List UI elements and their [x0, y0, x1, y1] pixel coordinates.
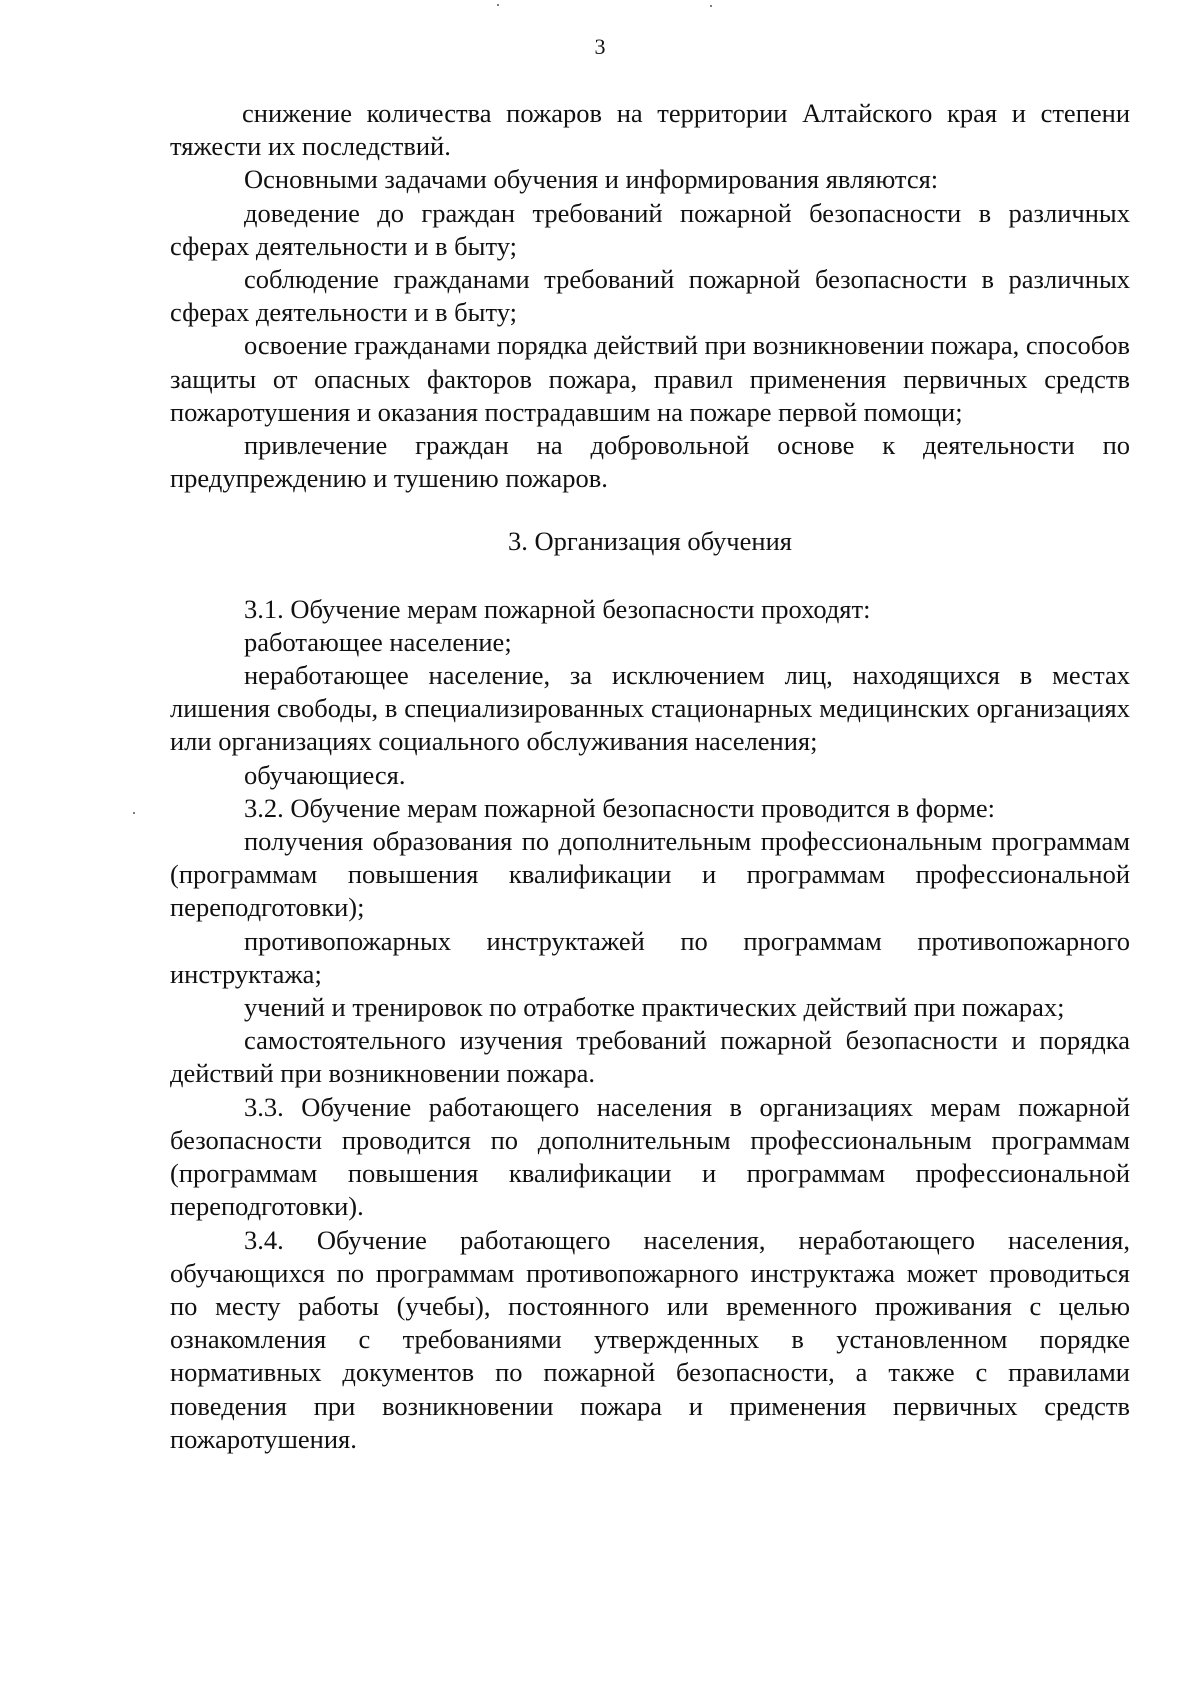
document-body: [170, 97, 1130, 1456]
section-heading: 3. Организация обучения: [508, 526, 792, 557]
paragraph: освоение гражданами порядка действий при возникновении пожара, способов защиты от опасных факторов пожара, правил применения первичных средств пожаротушения и оказания пострадавшим на пожаре первой помощи;: [170, 330, 1130, 427]
paragraph: доведение до граждан требований пожарной безопасности в различных сферах деятельности и в быту;: [170, 197, 1130, 261]
scan-artifact-mark: [710, 5, 712, 7]
paragraph: Основными задачами обучения и информирования являются:: [244, 164, 939, 195]
paragraph: 3.2. Обучение мерам пожарной безопасности проводится в форме:: [244, 792, 996, 823]
list-item: самостоятельного изучения требований пожарной безопасности и порядка действий при возникновении пожара.: [170, 1025, 1130, 1089]
list-item: неработающее население, за исключением лиц, находящихся в местах лишения свободы, в специализированных стационарных медицинских организациях или организациях социального обслуживания населения;: [170, 660, 1130, 757]
list-item: работающее население;: [244, 626, 512, 657]
list-item: обучающиеся.: [244, 759, 406, 790]
list-item: учений и тренировок по отработке практических действий при пожарах;: [244, 992, 1065, 1023]
paragraph: привлечение граждан на добровольной основе к деятельности по предупреждению и тушению пожаров.: [170, 430, 1130, 494]
scan-artifact-mark: [497, 4, 499, 6]
paragraph: 3.4. Обучение работающего населения, неработающего населения, обучающихся по программам противопожарного инструктажа может проводиться по месту работы (учебы), постоянного или временного проживания с целью ознакомления с требованиями утвержденных в установленном порядке нормативных документов по пожарной безопасности, а также с правилами поведения при возникновении пожара и применения первичных средств пожаротушения.: [170, 1224, 1130, 1454]
paragraph: снижение количества пожаров на территории Алтайского края и степени тяжести их последствий.: [170, 98, 1130, 162]
scan-artifact-mark: [133, 812, 135, 814]
list-item: противопожарных инструктажей по программам противопожарного инструктажа;: [170, 925, 1130, 989]
paragraph: 3.3. Обучение работающего населения в организациях мерам пожарной безопасности проводится по дополнительным профессиональным программам (программам повышения квалификации и программам профессиональной переподготовки).: [170, 1091, 1130, 1222]
page-number: 3: [594, 34, 606, 59]
list-item: получения образования по дополнительным профессиональным программам (программам повышения квалификации и программам профессиональной переподготовки);: [170, 826, 1130, 923]
paragraph: 3.1. Обучение мерам пожарной безопасности проходят:: [244, 593, 871, 624]
paragraph: соблюдение гражданами требований пожарной безопасности в различных сферах деятельности и в быту;: [170, 264, 1130, 328]
